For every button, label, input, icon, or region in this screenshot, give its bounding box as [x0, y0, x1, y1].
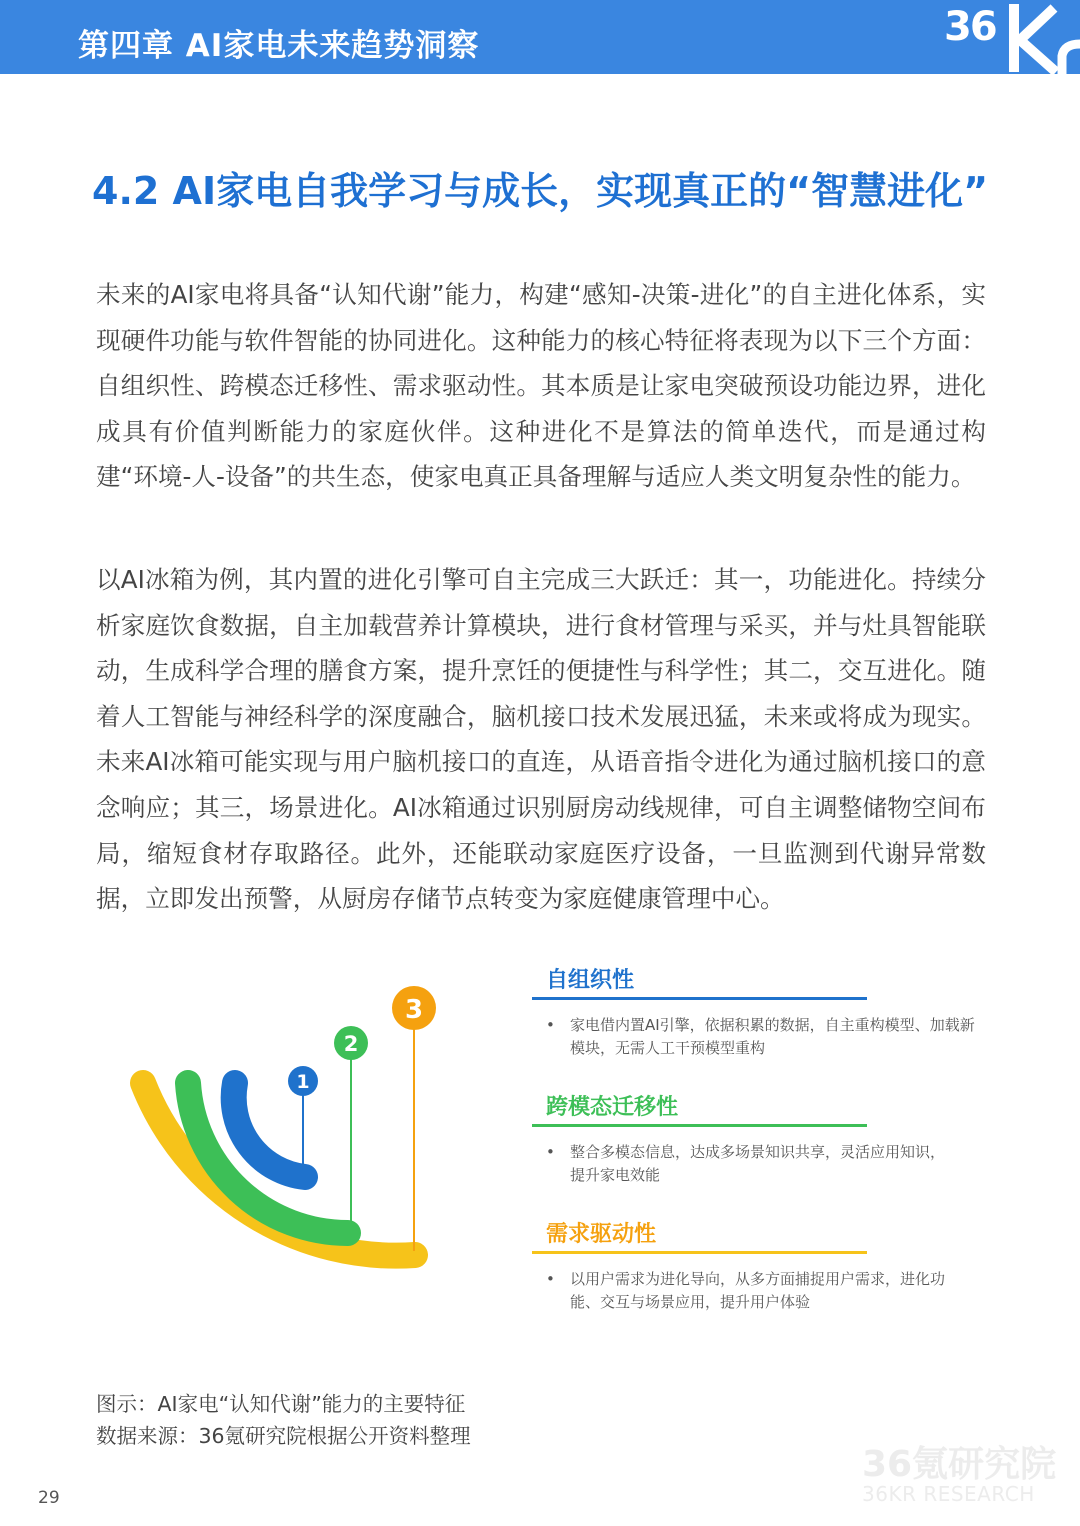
watermark-en: 36KR RESEARCH: [862, 1482, 1035, 1506]
chapter-title: 第四章 AI家电未来趋势洞察: [78, 28, 480, 64]
marker-2-label: 2: [343, 1032, 359, 1056]
feature-desc-demand-driven: 以用户需求为进化导向，从多方面捕捉用户需求，进化功能、交互与场景应用，提升用户体验: [570, 1270, 946, 1311]
cognitive-metabolism-diagram: [110, 975, 460, 1305]
marker-3-label: 3: [404, 995, 424, 1025]
feature-underline-1: [532, 997, 867, 1000]
feature-title-demand-driven: 需求驱动性: [546, 1222, 657, 1247]
feature-title-self-organization: 自组织性: [546, 968, 635, 993]
feature-bullet-1: •: [546, 1016, 555, 1034]
feature-underline-3: [532, 1251, 867, 1254]
feature-title-cross-modal: 跨模态迁移性: [546, 1095, 679, 1120]
marker-1-label: 1: [296, 1071, 310, 1093]
svg-text:36: 36: [944, 4, 996, 50]
36kr-logo: [938, 0, 1080, 74]
body-paragraph-2: 以AI冰箱为例，其内置的进化引擎可自主完成三大跃迁：其一，功能进化。持续分析家庭饮食数据，自主加载营养计算模块，进行食材管理与采买，并与灶具智能联动，生成科学合理的膳食方案，提升烹饪的便捷性与科学性；其二，交互进化。随着人工智能与神经科学的深度融合，脑机接口技术发展迅猛，未来或将成为现实。未来AI冰箱可能实现与用户脑机接口的直连，从语音指令进化为通过脑机接口的意念响应；其三，场景进化。AI冰箱通过识别厨房动线规律，可自主调整储物空间布局，缩短食材存取路径。此外，还能联动家庭医疗设备，一旦监测到代谢异常数据，立即发出预警，从厨房存储节点转变为家庭健康管理中心。: [96, 565, 986, 914]
figure-caption: 图示：AI家电“认知代谢”能力的主要特征: [96, 1392, 466, 1416]
page-number: 29: [38, 1488, 60, 1508]
feature-desc-self-organization: 家电借内置AI引擎，依据积累的数据，自主重构模型、加载新模块，无需人工干预模型重构: [570, 1016, 975, 1057]
data-source: 数据来源：36氪研究院根据公开资料整理: [96, 1424, 471, 1448]
body-paragraph-1: 未来的AI家电将具备“认知代谢”能力，构建“感知-决策-进化”的自主进化体系，实现硬件功能与软件智能的协同进化。这种能力的核心特征将表现为以下三个方面：自组织性、跨模态迁移性、需求驱动性。其本质是让家电突破预设功能边界，进化成具有价值判断能力的家庭伙伴。这种进化不是算法的简单迭代，而是通过构建“环境-人-设备”的共生态，使家电真正具备理解与适应人类文明复杂性的能力。: [96, 280, 986, 492]
feature-desc-cross-modal: 整合多模态信息，达成多场景知识共享，灵活应用知识，提升家电效能: [570, 1143, 946, 1184]
arc-level-1: [234, 1083, 305, 1177]
feature-underline-2: [532, 1124, 867, 1127]
feature-bullet-3: •: [546, 1270, 555, 1288]
chapter-header-bar: [0, 0, 1080, 74]
feature-bullet-2: •: [546, 1143, 555, 1161]
section-title: 4.2 AI家电自我学习与成长，实现真正的“智慧进化”: [92, 169, 989, 213]
watermark-cn: 36氪研究院: [862, 1444, 1057, 1485]
